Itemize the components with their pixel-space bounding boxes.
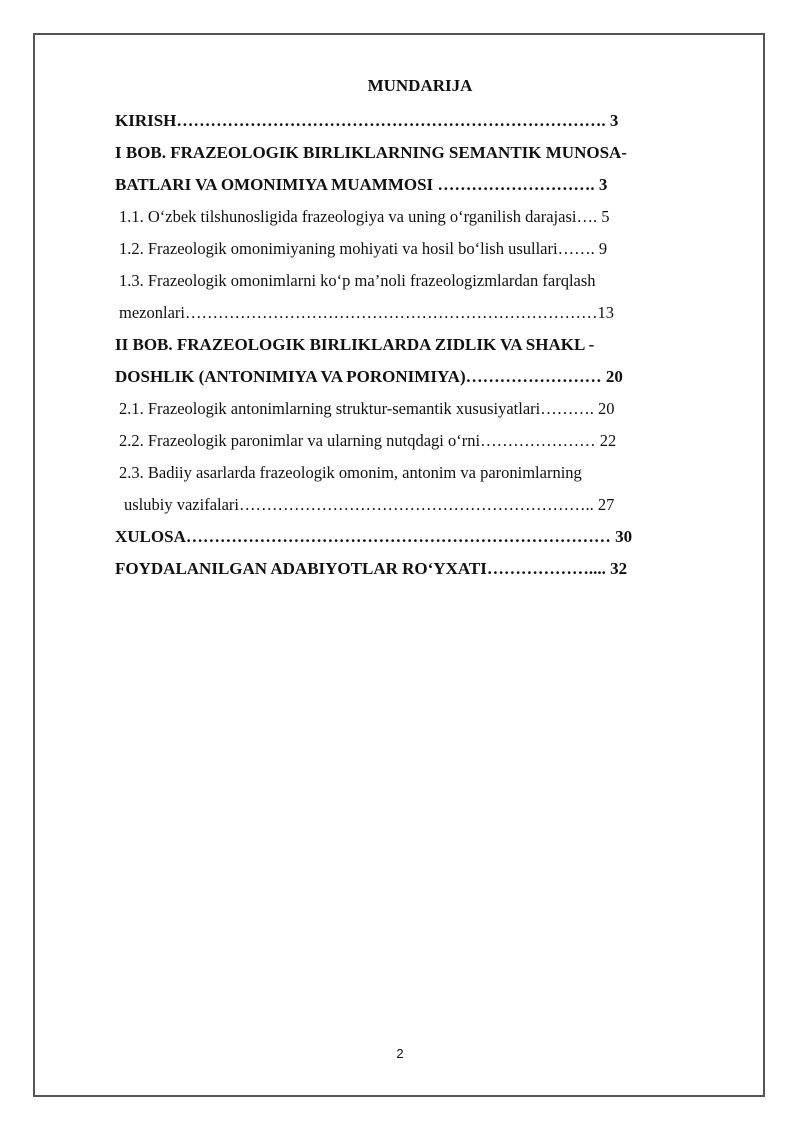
toc-entry-references: FOYDALANILGAN ADABIYOTLAR RO‘YXATI……………….... 32	[115, 559, 628, 578]
toc-entry-section-2-2: 2.2. Frazeologik paronimlar va ularning nutqdagi o‘rni………………… 22	[119, 431, 617, 450]
toc-entry-section-2-3-line-1: 2.3. Badiiy asarlarda frazeologik omonim, antonim va paronimlarning	[119, 463, 582, 482]
toc-entry-section-2-1: 2.1. Frazeologik antonimlarning struktur-semantik xususiyatlari………. 20	[119, 399, 615, 418]
toc-entry-chapter-2-line-1: II BOB. FRAZEOLOGIK BIRLIKLARDA ZIDLIK VA SHAKL -	[115, 335, 595, 354]
toc-entry-introduction: KIRISH…………………………………………………………………. 3	[115, 111, 619, 130]
toc-entry-section-1-2: 1.2. Frazeologik omonimiyaning mohiyati va hosil bo‘lish usullari……. 9	[119, 239, 608, 258]
toc-entry-section-1-3-line-2: mezonlari…………………………………………………………………13	[119, 303, 614, 322]
toc-entry-section-2-3-line-2: uslubiy vazifalari……………………………………………………….. 27	[124, 495, 615, 514]
page-number: 2	[396, 1046, 404, 1061]
table-of-contents	[115, 75, 695, 585]
toc-entry-chapter-1-line-1: I BOB. FRAZEOLOGIK BIRLIKLARNING SEMANTIK MUNOSA-	[115, 143, 627, 162]
toc-entry-chapter-2-line-2: DOSHLIK (ANTONIMIYA VA PORONIMIYA)…………………… 20	[115, 367, 623, 386]
toc-entry-conclusion: XULOSA………………………………………………………………… 30	[115, 527, 633, 546]
toc-entry-chapter-1-line-2: BATLARI VA OMONIMIYA MUAMMOSI ………………………. 3	[115, 175, 608, 194]
toc-title: MUNDARIJA	[367, 76, 473, 95]
toc-entry-section-1-1: 1.1. O‘zbek tilshunosligida frazeologiya va uning o‘rganilish darajasi…. 5	[119, 207, 610, 226]
toc-entry-section-1-3-line-1: 1.3. Frazeologik omonimlarni ko‘p ma’noli frazeologizmlardan farqlash	[119, 271, 596, 290]
